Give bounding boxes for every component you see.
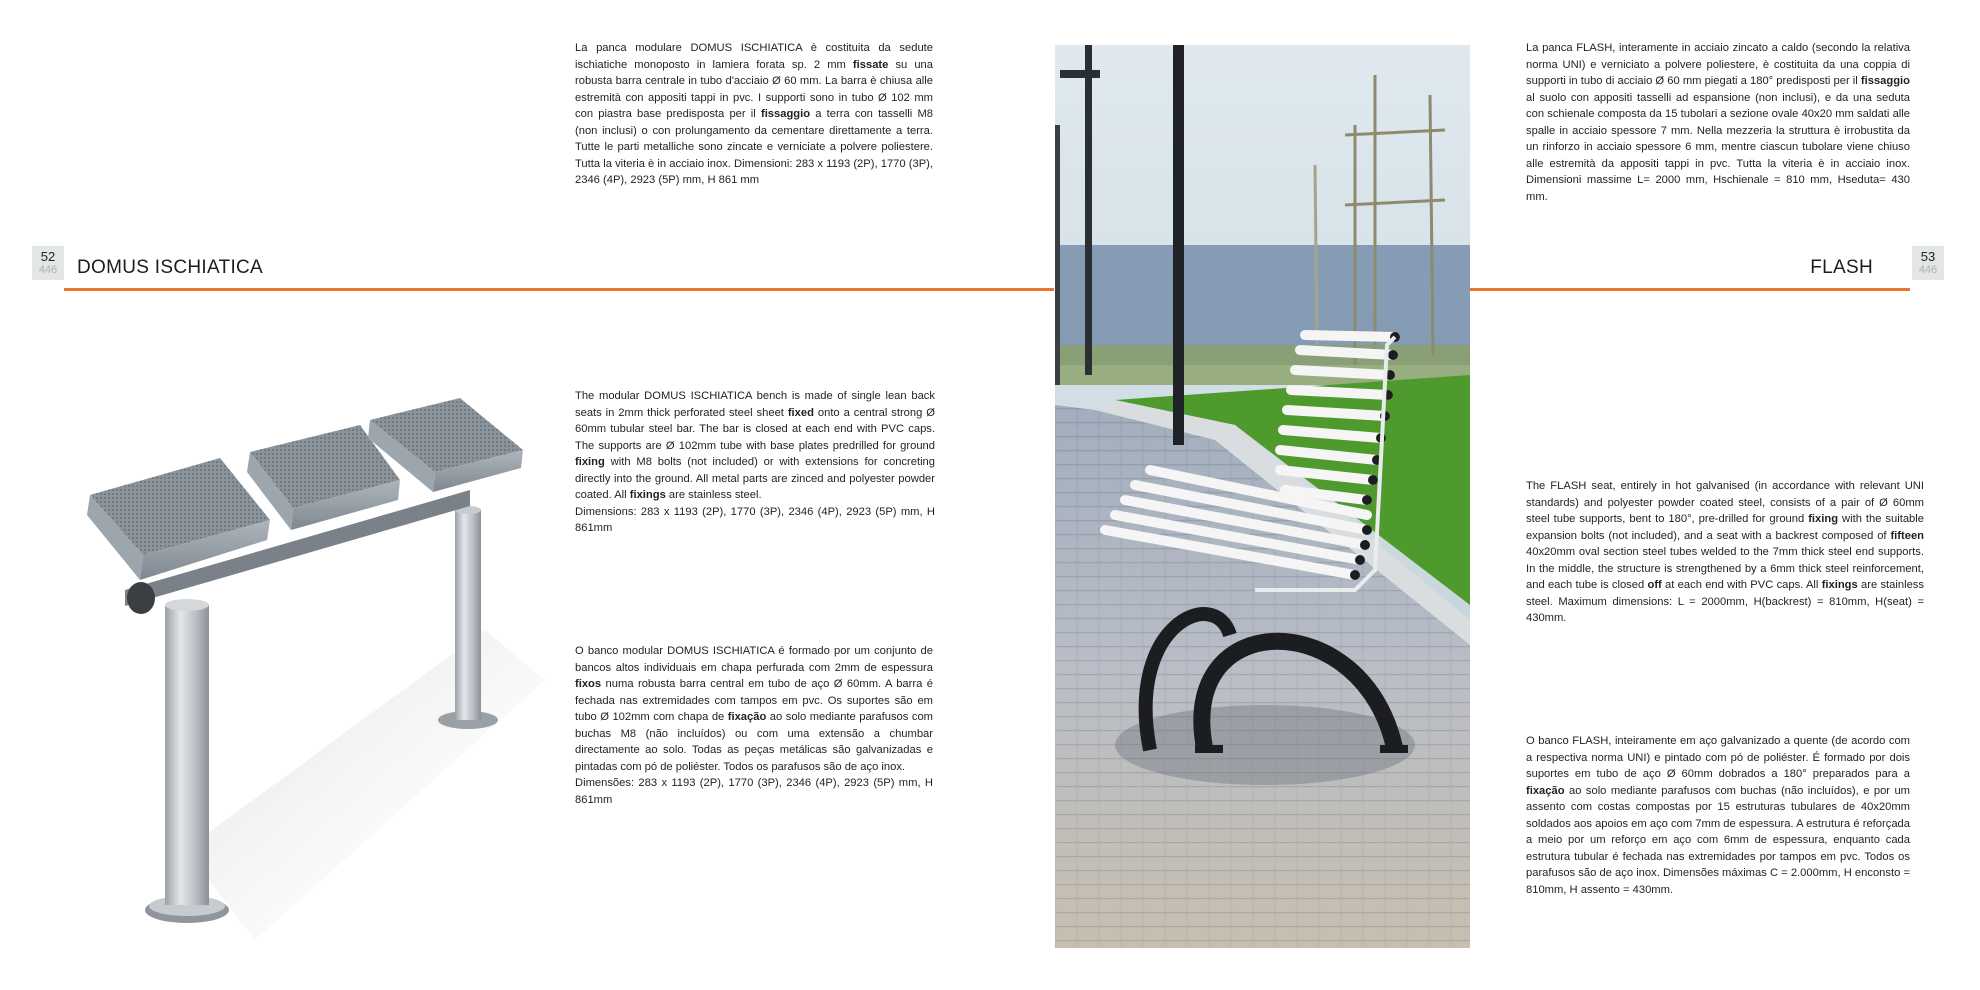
section-rule-left <box>64 288 1054 291</box>
page-total: 446 <box>1918 264 1938 276</box>
section-rule-right <box>1470 288 1910 291</box>
floor-shadow <box>185 630 545 940</box>
domus-ischiatica-bench-image <box>15 380 555 960</box>
flash-description-portuguese: O banco FLASH, inteiramente em aço galvanizado a quente (de acordo com a respectiva norma UNI) e pintado com pó de poliéster. É formado por dois suportes em tubo de aço Ø 60mm dobrados a 180° preparados para a fixação ao solo mediante parafusos com buchas (não incluídos), e por um assento com costas compostas por 15 estruturas tubulares de 40x20mm soldados aos apoios em aço com 7mm de espessura. A estrutura é reforçada a meio por um reforço em aço com 6mm de espessura, enquanto cada estrutura tubular é fechada nas extremidades por tampos em pvc. Todos os parafusos são de aço inox. Dimensões máximas C = 2.000mm, H enconsto = 810mm, H assento = 430mm. <box>1526 735 1910 896</box>
flash-bench-photo <box>1055 45 1470 948</box>
flash-description-italian: La panca FLASH, interamente in acciaio zincato a caldo (secondo la relativa norma UNI) e verniciato a polvere poliestere, è costituita da una coppia di supporti in tubo di acciaio Ø 60 mm piegati a 180° predisposti per il fissaggio al suolo con appositi tasselli ad espansione (non inclusi), e da una seduta con schienale composta da 15 tubolari a sezione ovale 40x20 mm saldati alle spalle in acciaio spessore 7 mm. Nella mezzeria la struttura è irrobustita da un rinforzo in acciaio spessore 6 mm, mentre ciascun tubolare viene chiuso alle estremità da appositi tappi in pvc. Tutta la viteria è in acciaio inox. Dimensioni massime L= 2000 mm, Hschienale = 810 mm, Hseduta= 430 mm. <box>1526 42 1910 203</box>
pvc-end-cap <box>127 582 155 614</box>
domus-description-portuguese: O banco modular DOMUS ISCHIATICA é formado por um conjunto de bancos altos individuais em chapa perfurada com 2mm de espessura fixos numa robusta barra central em tubo de aço Ø 60mm. A barra é fechada nas extremidades com tampos em pvc. Os suportes são em tubo Ø 102mm com chapa de fixação ao solo mediante parafusos com buchas M8 (não incluídos) ou com uma extensão a chumbar directamente ao solo. Todas as peças metálicas são galvanizadas e pintadas com pó de poliéster. Todos os parafusos são de aço inox. Dimensões: 283 x 1193 (2P), 1770 (3P), 2346 (4P), 2923 (5P) mm, H 861mm <box>575 645 933 806</box>
page-number-left <box>32 246 64 280</box>
page-total: 446 <box>38 264 58 276</box>
bench-shadow <box>1115 705 1415 785</box>
page-number-right <box>1912 246 1944 280</box>
flash-description-english: The FLASH seat, entirely in hot galvanised (in accordance with relevant UNI standards) and polyester powder coated steel, consists of a pair of Ø 60mm steel tube supports, bent to 180°, pre-drilled for ground fixing with the suitable expansion bolts (not included), and a seat with a backrest composed of fifteen 40x20mm oval section steel tubes welded to the 7mm thick steel end supports. In the middle, the structure is strengthened by a 6mm thick steel reinforcement, and each tube is closed off at each end with PVC caps. All fixings are stainless steel. Maximum dimensions: L = 2000mm, H(backrest) = 810mm, H(seat) = 430mm. <box>1526 480 1924 624</box>
section-title-domus: DOMUS ISCHIATICA <box>77 257 264 278</box>
section-title-flash: FLASH <box>1810 257 1873 278</box>
domus-description-italian: La panca modulare DOMUS ISCHIATICA è costituita da sedute ischiatiche monoposto in lamiera forata sp. 2 mm fissate su una robusta barra centrale in tubo d'acciaio Ø 60 mm. La barra è chiusa alle estremità con appositi tappi in pvc. I supporti sono in tubo Ø 102 mm con piastra base predisposta per il fissaggio a terra con tasselli M8 (non inclusi) o con prolungamento da cementare direttamente a terra. Tutte le parti metalliche sono zincate e verniciate a polvere poliestere. Tutta la viteria è in acciaio inox. Dimensioni: 283 x 1193 (2P), 1770 (3P), 2346 (4P), 2923 (5P) mm, H 861 mm <box>575 42 933 186</box>
domus-description-english: The modular DOMUS ISCHIATICA bench is made of single lean back seats in 2mm thick perforated steel sheet fixed onto a central strong Ø 60mm tubular steel bar. The bar is closed at each end with PVC caps. The supports are Ø 102mm tube with base plates predrilled for ground fixing with M8 bolts (not included) or with extensions for concreting directly into the ground. All metal parts are zinced and polyester powder coated. All fixings are stainless steel. Dimensions: 283 x 1193 (2P), 1770 (3P), 2346 (4P), 2923 (5P) mm, H 861mm <box>575 390 935 534</box>
page-number: 52 <box>40 249 56 264</box>
distant-trees <box>1055 345 1470 385</box>
page-number: 53 <box>1920 249 1936 264</box>
